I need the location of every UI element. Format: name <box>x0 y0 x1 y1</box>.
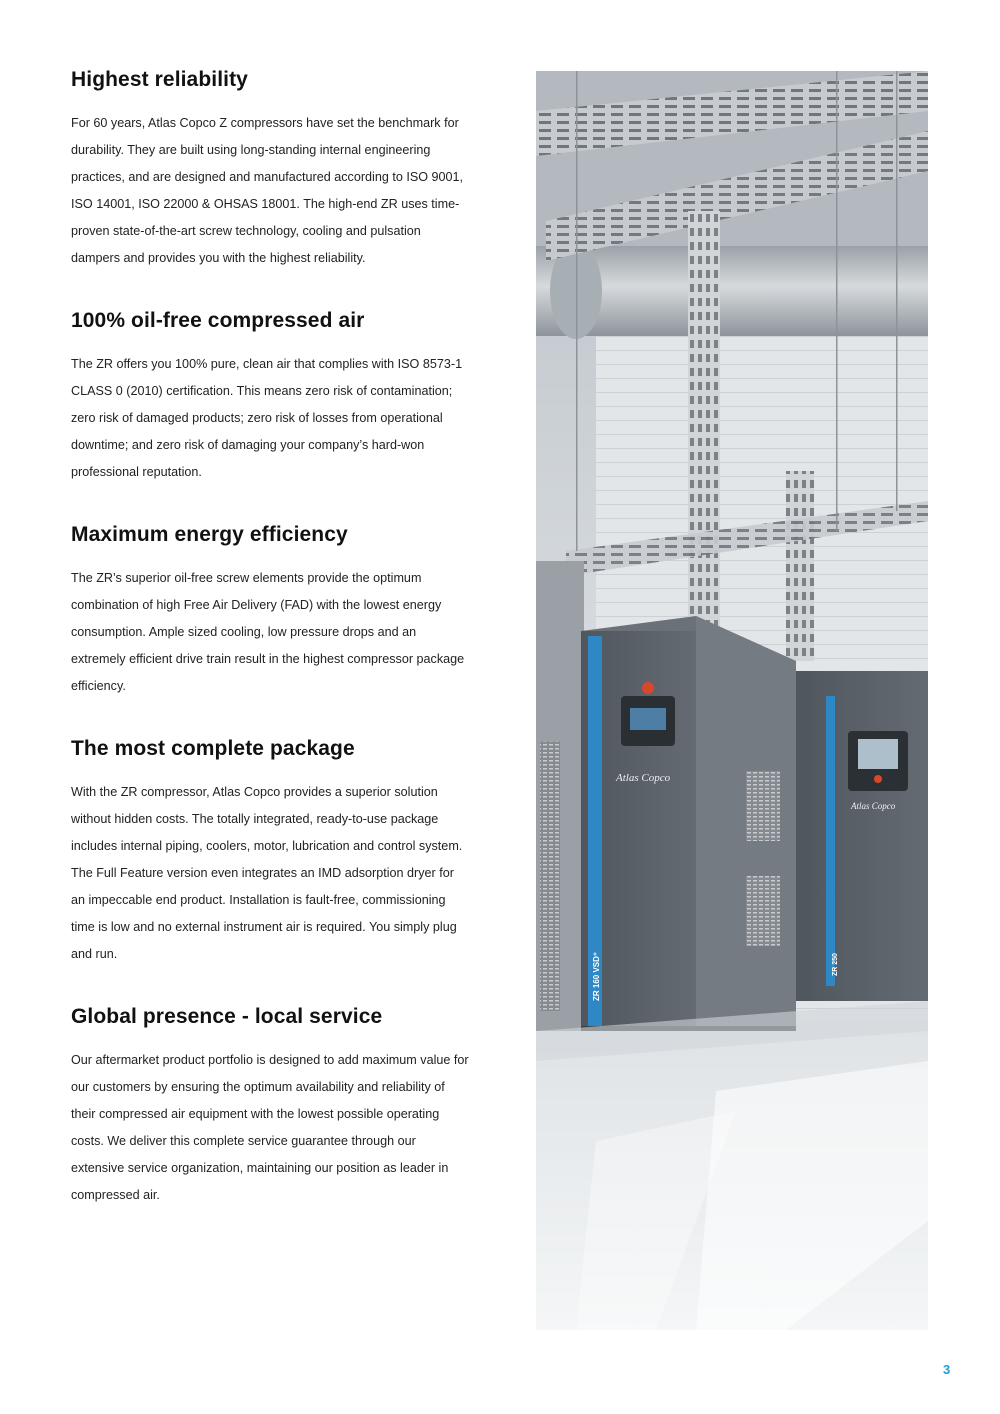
model-label-front: ZR 160 VSD⁺ <box>592 951 601 1001</box>
section-body: Our aftermarket product portfolio is designed to add maximum value for our customers by ensuring the optimum availability and reliability of their compressed air equipment with the lowest possible operating costs. We deliver this complete service guarantee through our extensive service organization, maintaining our position as leader in compressed air. <box>71 1053 469 1202</box>
section-heading: Highest reliability <box>71 68 248 91</box>
section-oil-free-air <box>71 305 471 486</box>
brand-label-front: Atlas Copco <box>616 772 671 784</box>
section-heading: Global presence - local service <box>71 1005 383 1028</box>
section-heading: 100% oil-free compressed air <box>71 309 365 332</box>
text-column <box>71 64 471 1242</box>
section-energy-efficiency <box>71 519 471 700</box>
section-body: The ZR offers you 100% pure, clean air that complies with ISO 8573-1 CLASS 0 (2010) certification. This means zero risk of contamination; zero risk of damaged products; zero risk of losses from operational downtime; and zero risk of damaging your company’s hard-won professional reputation. <box>71 357 463 479</box>
section-body: With the ZR compressor, Atlas Copco provides a superior solution without hidden costs. The totally integrated, ready-to-use package includes internal piping, coolers, motor, lubrication and control system. The Full Feature version even integrates an IMD adsorption dryer for an impeccable end product. Installation is fault-free, commissioning time is low and no external instrument air is required. You simply plug and run. <box>71 785 463 961</box>
section-body: The ZR’s superior oil-free screw elements provide the optimum combination of high Free Air Delivery (FAD) with the lowest energy consumption. Ample sized cooling, low pressure drops and an extremely efficient drive train result in the highest compressor package efficiency. <box>71 571 465 693</box>
section-heading: Maximum energy efficiency <box>71 523 348 546</box>
section-global-presence <box>71 1001 471 1209</box>
section-heading: The most complete package <box>71 737 355 760</box>
model-label-back: ZR 250 <box>832 953 839 976</box>
page-number: 3 <box>943 1362 951 1377</box>
section-body: For 60 years, Atlas Copco Z compressors have set the benchmark for durability. They are built using long-standing internal engineering practices, and are designed and manufactured according to ISO 9001, ISO 14001, ISO 22000 & OHSAS 18001. The high-end ZR uses time-proven state-of-the-art screw technology, cooling and pulsation dampers and provides you with the highest reliability. <box>71 116 464 265</box>
compressor-room-photo <box>536 71 928 1330</box>
brand-label-back: Atlas Copco <box>851 801 896 811</box>
section-highest-reliability <box>71 64 471 272</box>
section-complete-package <box>71 733 471 968</box>
